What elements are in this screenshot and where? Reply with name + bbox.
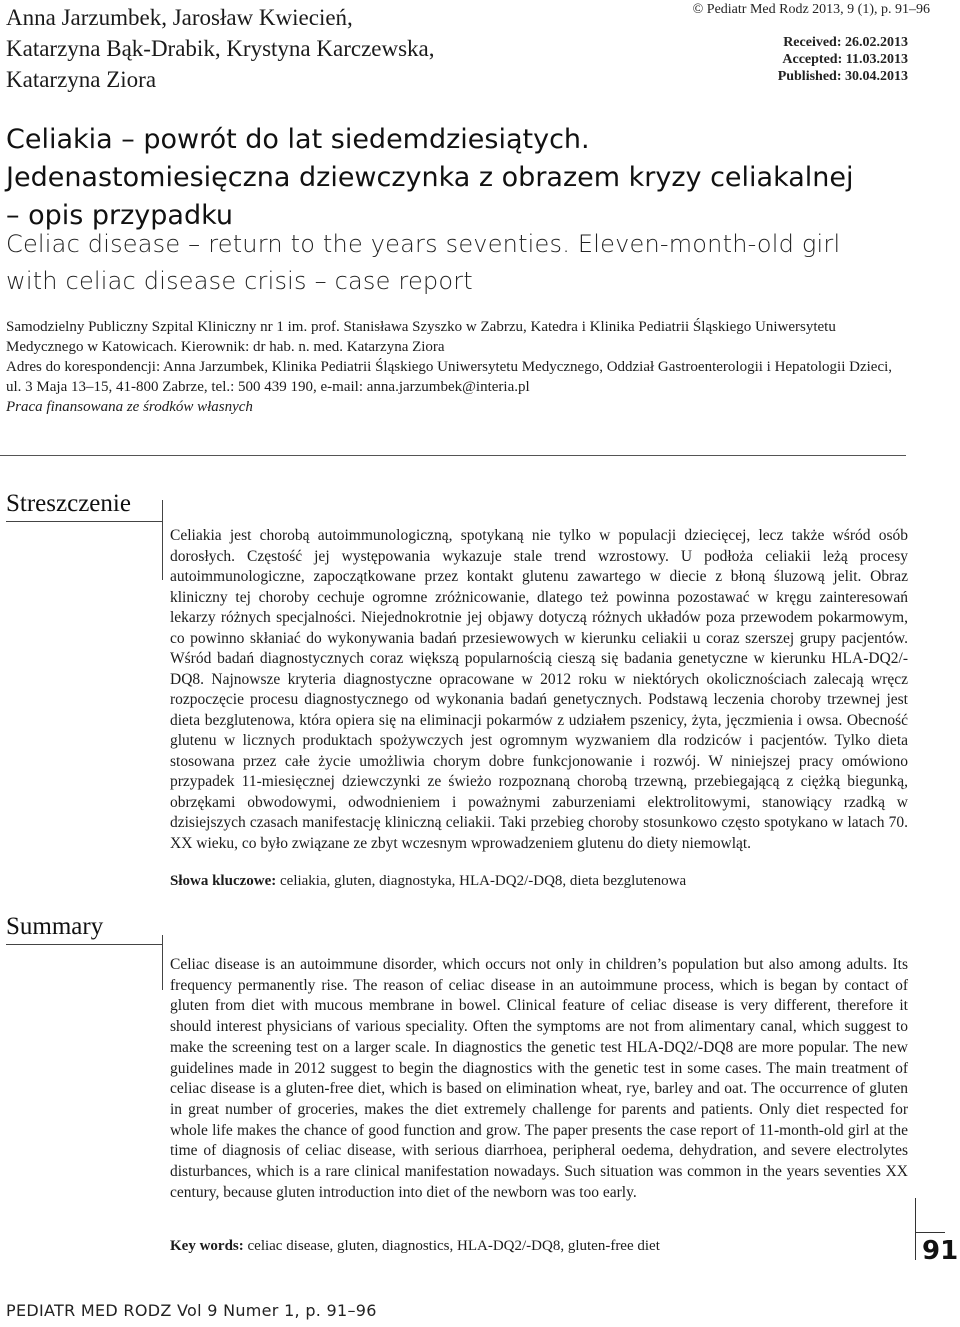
affiliation-block [6, 317, 906, 417]
heading-underline [6, 944, 162, 945]
correspondence-address: Adres do korespondencji: Anna Jarzumbek, Klinika Pediatrii Śląskiego Uniwersytetu Medycznego, Oddział Gastroenterologii i Hepatologii Dzieci, ul. 3 Maja 13–15, 41-800 Zabrze, tel.: 500 439 190, e-mail: anna.jarzumbek@interia.pl [6, 359, 893, 395]
keywords-label: Key words: [170, 1238, 244, 1254]
keywords-label: Słowa kluczowe: [170, 873, 277, 889]
streszczenie-heading: Streszczenie [6, 490, 131, 517]
author-line: Katarzyna Bąk-Drabik, Krystyna Karczewska, [6, 36, 435, 61]
title-line: – opis przypadku [6, 200, 234, 231]
summary-heading: Summary [6, 913, 104, 940]
author-list [6, 2, 566, 95]
heading-underline [6, 521, 162, 522]
title-line: Celiakia – powrót do lat siedemdziesiątych. [6, 124, 590, 155]
section-divider [0, 455, 906, 456]
keywords-list: celiakia, gluten, diagnostyka, HLA-DQ2/-DQ8, dieta bezglutenowa [280, 873, 687, 889]
author-line: Katarzyna Ziora [6, 67, 157, 92]
keywords-english [170, 1238, 908, 1255]
published-date: Published: 30.04.2013 [777, 69, 908, 84]
keywords-list: celiac disease, gluten, diagnostics, HLA-DQ2/-DQ8, gluten-free diet [247, 1238, 660, 1254]
title-polish [6, 121, 926, 235]
keywords-polish [170, 873, 908, 890]
publication-dates [778, 34, 908, 85]
heading-vertical-rule [162, 500, 163, 580]
author-line: Anna Jarzumbek, Jarosław Kwiecień, [6, 5, 353, 30]
page-number: 91 [922, 1236, 959, 1266]
page-number-rule [915, 1232, 945, 1233]
page-number-rule [915, 1198, 916, 1260]
heading-vertical-rule [162, 935, 163, 990]
title-line: with celiac disease crisis – case report [6, 267, 473, 295]
received-date: Received: 26.02.2013 [783, 35, 908, 50]
funding-note: Praca finansowana ze środków własnych [6, 399, 253, 415]
abstract-english: Celiac disease is an autoimmune disorder, which occurs not only in children’s population but also among adults. Its frequency permanently rise. The reason of celiac disease in an autoimmune process, which is began by contact of gluten from diet with mucous membrane in bowel. Clinical feature of celiac disease is very different, therefore it should interest physicians of various speciality. Often the symptoms are not from alimentary canal, which suggest to make the screening test on a larger scale. In diagnostics the genetic test HLA-DQ2/-DQ8 are more popular. The new guidelines made in 2012 suggest to begin the diagnostics with the genetic test in some cases. The main treatment of celiac disease is a gluten-free diet, which is based on elimination wheat, rye, barley and oat. The occurrence of gluten in great number of groceries, makes the diet extremely challenge for parents and patients. Only diet respected for whole life makes the chance of good function and grow. The paper presents the case report of 11-month-old girl at the time of diagnosis of celiac disease, with serious diarrhoea, peripheral oedema, dehydration, and severe electrolytes disturbances, which is a rare clinical manifestation nowadays. Such situation was common in the years seventies XX century, because gluten introduction into diet of the newborn was too early. [170, 956, 908, 1201]
title-line: Jedenastomiesięczna dziewczynka z obrazem kryzy celiakalnej [6, 162, 854, 193]
abstract-polish: Celiakia jest chorobą autoimmunologiczną, spotykaną nie tylko w populacji dziecięcej, lecz także wśród osób dorosłych. Częstość jej występowania wykazuje stale trend wzrostowy. U podłoża celiakii leżą procesy autoimmunologiczne, zapoczątkowane przez kontakt glutenu zawartego w diecie z błoną śluzową jelit. Obraz kliniczny tej choroby cechuje ogromne zróżnicowanie, dlatego też powinna pozostawać w kręgu zainteresowań lekarzy różnych specjalności. Niejednokrotnie jej objawy dotyczą różnych układów poza przewodem pokarmowym, co powinno skłaniać do wykonywania badań przesiewowych w kierunku celiakii u coraz szerszej grupy pacjentów. Wśród badań diagnostycznych coraz większą popularnością cieszą się badania genetyczne w kierunku HLA-DQ2/-DQ8. Najnowsze kryteria diagnostyczne opracowane w 2012 roku w niektórych okolicznościach zalecają wręcz rozpoczęcie procesu diagnostycznego od wykonania badań genetycznych. Podstawą leczenia choroby trzewnej jest dieta bezglutenowa, która opiera się na eliminacji pokarmów z udziałem pszenicy, żyta, jęczmienia i owsa. Obecność glutenu w licznych produktach spożywczych jest ogromnym wyzwaniem dla rodziców i pacjentów. Tylko dieta stosowana przez całe życie umożliwia chorym dobre funkcjonowanie i rozwój. W niniejszej pracy omówiono przypadek 11-miesięcznej dziewczynki ze świeżo rozpoznaną chorobą trzewną, przebiegającą z ciężką biegunką, obrzękami obwodowymi, odwodnieniem i poważnymi zaburzeniami elektrolitowymi, stanowiący rzadką w dzisiejszych czasach manifestację kliniczną celiakii. Taki przebieg choroby stosunkowo często spotykano w latach 70. XX wieku, co było związane ze zbyt wczesnym wprowadzeniem glutenu do diety niemowląt. [170, 527, 908, 852]
institution: Samodzielny Publiczny Szpital Kliniczny nr 1 im. prof. Stanisława Szyszko w Zabrzu, Katedra i Klinika Pediatrii Śląskiego Uniwersytetu Medycznego w Katowicach. Kierownik: dr hab. n. med. Katarzyna Ziora [6, 319, 836, 355]
journal-citation: © Pediatr Med Rodz 2013, 9 (1), p. 91–96 [692, 2, 930, 17]
title-line: Celiac disease – return to the years seventies. Eleven-month-old girl [6, 230, 841, 258]
accepted-date: Accepted: 11.03.2013 [782, 52, 908, 67]
title-english [6, 226, 926, 300]
footer-journal-ref: PEDIATR MED RODZ Vol 9 Numer 1, p. 91–96 [6, 1301, 377, 1320]
